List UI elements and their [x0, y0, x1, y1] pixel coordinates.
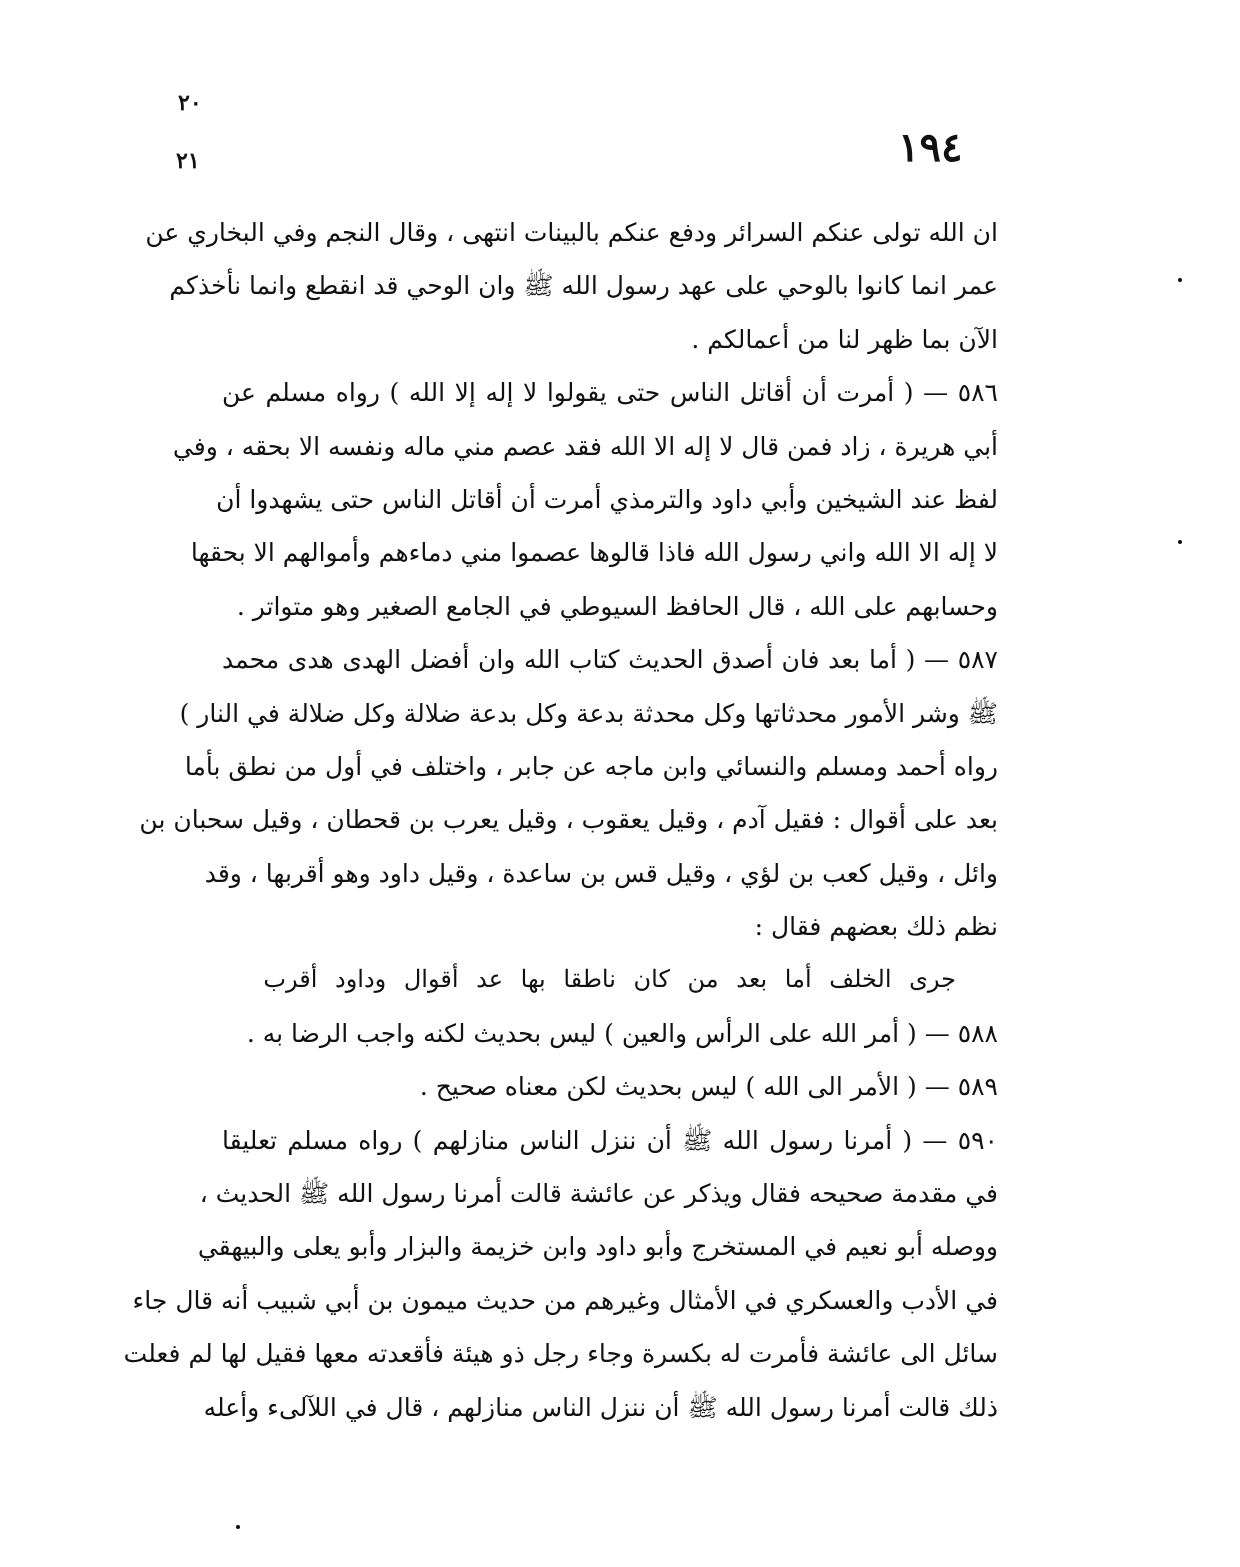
text-line: وحسابهم على الله ، قال الحافظ السيوطي في الجامع الصغير وهو متواتر . [236, 591, 998, 621]
text-line: سائل الى عائشة فأمرت له بكسرة وجاء رجل ذو هيئة فأقعدته معها فقيل لها لم فعلت [123, 1339, 998, 1369]
text-line: عمر انما كانوا بالوحي على عهد رسول الله ﷺ وان الوحي قد انقطع وانما نأخذكم [169, 271, 998, 301]
margin-dot [1178, 278, 1182, 282]
text-line: ٥٨٩ — ( الأمر الى الله ) ليس بحديث لكن معناه صحيح . [419, 1072, 998, 1102]
text-line: أبي هريرة ، زاد فمن قال لا إله الا الله فقد عصم مني ماله ونفسه الا بحقه ، وفي [172, 431, 998, 461]
body-text [123, 206, 998, 1434]
text-line: في الأدب والعسكري في الأمثال وغيرهم من حديث ميمون بن أبي شبيب أنه قال جاء [132, 1285, 998, 1315]
page-number: ١٩٤ [898, 124, 963, 171]
text-line: ٥٨٨ — ( أمر الله على الرأس والعين ) ليس بحديث لكنه واجب الرضا به . [246, 1018, 998, 1048]
text-line: ٥٩٠ — ( أمرنا رسول الله ﷺ أن ننزل الناس منازلهم ) رواه مسلم تعليقا [222, 1125, 998, 1155]
text-line: ﷺ وشر الأمور محدثاتها وكل محدثة بدعة وكل بدعة ضلالة وكل ضلالة في النار ) [179, 698, 998, 728]
text-line: ان الله تولى عنكم السرائر ودفع عنكم بالبينات انتهى ، وقال النجم وفي البخاري عن [145, 218, 998, 247]
text-line: لا إله الا الله واني رسول الله فاذا قالوها عصموا مني دماءهم وأموالهم الا بحقها [190, 538, 998, 568]
margin-mark: ٢١ [176, 148, 200, 174]
text-line: في مقدمة صحيحه فقال ويذكر عن عائشة قالت أمرنا رسول الله ﷺ الحديث ، [199, 1179, 998, 1209]
text-line: ٥٨٦ — ( أمرت أن أقاتل الناس حتى يقولوا لا إله إلا الله ) رواه مسلم عن [222, 378, 998, 408]
text-line: الآن بما ظهر لنا من أعمالكم . [691, 324, 998, 354]
margin-dot [1178, 540, 1182, 544]
margin-mark: ٢٠ [178, 90, 202, 116]
text-line: وائل ، وقيل كعب بن لؤي ، وقيل قس بن ساعدة ، وقيل داود وهو أقربها ، وقد [204, 858, 998, 888]
verse-line: جرى الخلف أما بعد من كان ناطقا بها عد أقوال وداود أقرب [263, 965, 956, 994]
text-line: نظم ذلك بعضهم فقال : [754, 912, 998, 942]
text-line: ٥٨٧ — ( أما بعد فان أصدق الحديث كتاب الله وان أفضل الهدى هدى محمد [222, 645, 998, 675]
text-line: بعد على أقوال : فقيل آدم ، وقيل يعقوب ، وقيل يعرب بن قحطان ، وقيل سحبان بن [139, 805, 998, 835]
text-line: ووصله أبو نعيم في المستخرج وأبو داود وابن خزيمة والبزار وأبو يعلى والبيهقي [197, 1232, 998, 1262]
text-line: لفظ عند الشيخين وأبي داود والترمذي أمرت أن أقاتل الناس حتى يشهدوا أن [216, 484, 998, 514]
margin-dot [236, 1525, 240, 1529]
text-line: ذلك قالت أمرنا رسول الله ﷺ أن ننزل الناس منازلهم ، قال في اللآلىء وأعله [203, 1392, 998, 1422]
text-line: رواه أحمد ومسلم والنسائي وابن ماجه عن جابر ، واختلف في أول من نطق بأما [184, 751, 998, 781]
